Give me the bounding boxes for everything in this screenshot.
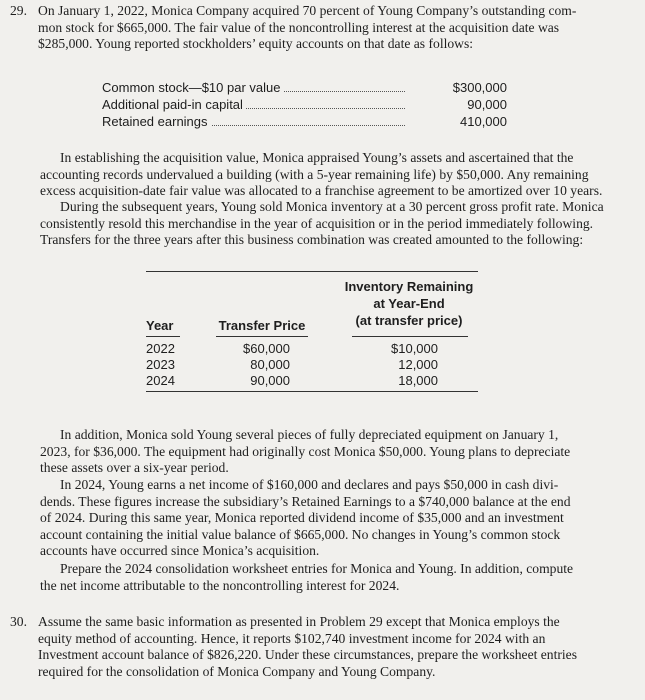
table-bottom-rule — [146, 391, 478, 392]
header-transfer-price: Transfer Price — [218, 318, 306, 333]
cell-price: 80,000 — [250, 357, 290, 372]
cell-remaining: 18,000 — [398, 373, 438, 388]
paragraph-transfers — [40, 199, 635, 249]
header-line: at Year-End — [373, 296, 445, 311]
equity-value: 90,000 — [467, 97, 507, 112]
para-line: Prepare the 2024 consolidation worksheet entries for Monica and Young. In addition, compute — [60, 561, 574, 576]
equity-label: Additional paid-in capital — [102, 97, 246, 112]
para-line: of 2024. During this same year, Monica reported dividend income of $35,000 and an investment — [40, 510, 564, 526]
paragraph-equipment — [40, 427, 635, 477]
para-line: During the subsequent years, Young sold Monica inventory at a 30 percent gross profit rate. Monica — [60, 199, 604, 214]
problem-30-text — [38, 614, 635, 680]
para-line: 2023, for $36,000. The equipment had originally cost Monica $50,000. Young plans to depreciate — [40, 443, 571, 459]
para-line: In 2024, Young earns a net income of $160,000 and declares and pays $50,000 in cash divi- — [60, 477, 559, 492]
equity-row — [102, 80, 510, 98]
paragraph-2024-results — [40, 477, 635, 560]
para-line: accounting records undervalued a building (with a 5-year remaining life) by $50,000. Any remaining — [40, 166, 589, 182]
para-line: the net income attributable to the noncontrolling interest for 2024. — [40, 577, 400, 593]
cell-price: $60,000 — [243, 341, 290, 356]
header-year: Year — [146, 318, 174, 333]
intro-line: On January 1, 2022, Monica Company acquired 70 percent of Young Company’s outstanding com- — [38, 3, 577, 18]
para-line: Investment account balance of $826,220. Under these circumstances, prepare the worksheet entries — [38, 647, 578, 663]
paragraph-instructions — [40, 561, 635, 594]
para-line: account containing the initial value balance of $665,000. No changes in Young’s common stock — [40, 526, 561, 542]
equity-value: $300,000 — [452, 80, 507, 95]
equity-row — [102, 97, 510, 115]
cell-remaining: $10,000 — [391, 341, 438, 356]
problem-29-intro — [38, 3, 638, 53]
cell-year: 2022 — [146, 341, 175, 356]
para-line: dends. These figures increase the subsidiary’s Retained Earnings to a $740,000 balance at the end — [40, 493, 571, 509]
header-inventory-remaining — [340, 278, 478, 329]
para-line: required for the consolidation of Monica Company and Young Company. — [38, 663, 436, 679]
problem-29-number: 29. — [10, 3, 27, 18]
para-line: these assets over a six-year period. — [40, 460, 229, 476]
problem-30-number: 30. — [10, 614, 27, 629]
cell-price: 90,000 — [250, 373, 290, 388]
para-line: excess acquisition-date fair value was allocated to a franchise agreement to be amortized over 10 years. — [40, 183, 603, 199]
para-line: In addition, Monica sold Young several pieces of fully depreciated equipment on January 1, — [60, 427, 559, 442]
year-underline — [146, 336, 180, 337]
para-line: In establishing the acquisition value, Monica appraised Young’s assets and ascertained that the — [60, 150, 574, 165]
intro-line: $285,000. Young reported stockholders’ equity accounts on that date as follows: — [38, 36, 474, 52]
cell-year: 2023 — [146, 357, 175, 372]
para-line: accounts have occurred since Monica’s acquisition. — [40, 543, 320, 559]
equity-value: 410,000 — [460, 114, 507, 129]
header-line: Inventory Remaining — [344, 279, 474, 294]
cell-remaining: 12,000 — [398, 357, 438, 372]
para-line: consistently resold this merchandise in the year of acquisition or in the period immediately following. — [40, 215, 594, 231]
price-underline — [216, 336, 308, 337]
equity-label: Retained earnings — [102, 114, 211, 129]
table-top-rule — [146, 271, 478, 272]
paragraph-building — [40, 150, 635, 200]
intro-line: mon stock for $665,000. The fair value of the noncontrolling interest at the acquisition date was — [38, 19, 560, 35]
cell-year: 2024 — [146, 373, 175, 388]
para-line: Transfers for the three years after this business combination was created amounted to the following: — [40, 232, 584, 248]
equity-label: Common stock—$10 par value — [102, 80, 283, 95]
header-line: (at transfer price) — [355, 313, 463, 328]
para-line: Assume the same basic information as presented in Problem 29 except that Monica employs the — [38, 614, 560, 629]
equity-row — [102, 114, 510, 132]
para-line: equity method of accounting. Hence, it reports $102,740 investment income for 2024 with an — [38, 630, 546, 646]
inventory-underline — [352, 336, 468, 337]
